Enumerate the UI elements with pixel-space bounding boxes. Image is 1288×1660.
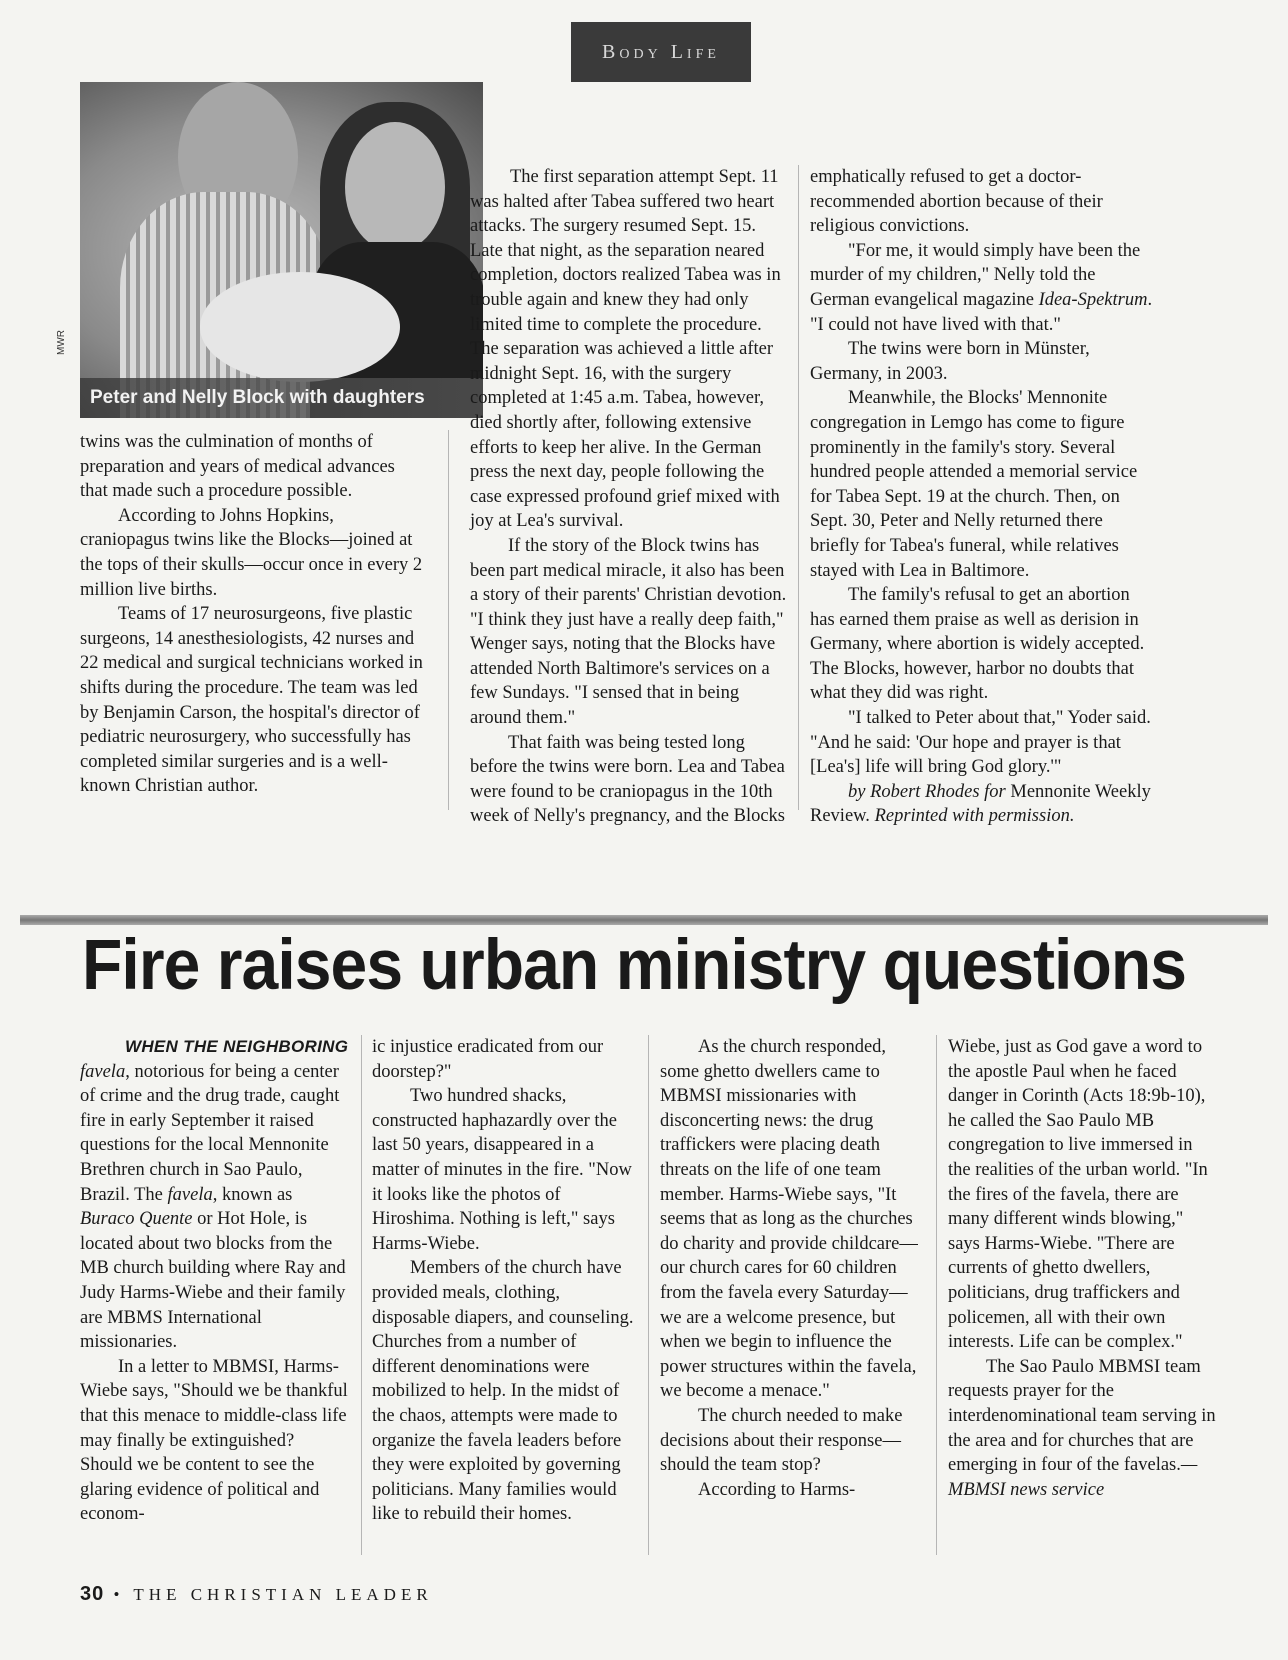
bottom-article-column-1 bbox=[80, 1035, 350, 1527]
magazine-name: Idea-Spektrum bbox=[1038, 289, 1148, 310]
photo-twins bbox=[200, 272, 400, 382]
page-number: 30 bbox=[80, 1583, 105, 1605]
column-rule bbox=[361, 1035, 362, 1555]
photo-credit: MWR bbox=[56, 330, 67, 355]
paragraph: ic injustice eradicated from our doorstep?" bbox=[372, 1037, 604, 1082]
paragraph: In a letter to MBMSI, Harms-Wiebe says, "Should we be thankful that this menace to middle-class life may finally be extinguished? Should we be content to see the glaring evidence of political and econom- bbox=[80, 1356, 348, 1525]
paragraph: According to Johns Hopkins, craniopagus twins like the Blocks—joined at the tops of their skulls—occur once in every 2 million live births. bbox=[80, 505, 423, 600]
paragraph: If the story of the Block twins has been part medical miracle, it also has been a story of their parents' Christian devotion. "I think they just have a really deep faith," Wenger says, noting that the Blocks have attended North Baltimore's services on a few Sundays. "I sensed that in being around them." bbox=[470, 535, 787, 729]
paragraph: According to Harms- bbox=[698, 1479, 856, 1500]
kicker: WHEN THE NEIGHBORING bbox=[125, 1037, 349, 1056]
paragraph: "I talked to Peter about that," Yoder said. "And he said: 'Our hope and prayer is that [Lea's] life will bring God glory.'" bbox=[810, 708, 1151, 778]
paragraph: Two hundred shacks, constructed haphazardly over the last 50 years, disappeared in a matter of minutes in the fire. "Now it looks like the photos of Hiroshima. Nothing is left," says Harms-Wiebe. bbox=[372, 1086, 632, 1254]
bullet-separator: • bbox=[113, 1585, 125, 1604]
bottom-article-column-3 bbox=[660, 1035, 922, 1502]
section-tab: Body Life bbox=[571, 22, 751, 82]
family-photo bbox=[80, 82, 483, 418]
paragraph: The first separation attempt Sept. 11 was halted after Tabea suffered two heart attacks. The surgery resumed Sept. 15. Late that night, as the separation neared completion, doctors realized Tabea was in trouble again and knew they had only limited time to complete the procedure. The separation was achieved a little after midnight Sept. 16, with the surgery completed at 1:45 a.m. Tabea, however, died shortly after, following extensive efforts to keep her alive. In the German press the next day, people following the case expressed profound grief mixed with joy at Lea's survival. bbox=[470, 167, 781, 532]
paragraph: Meanwhile, the Blocks' Mennonite congregation in Lemgo has come to figure prominently in the family's story. Several hundred people attended a memorial service for Tabea Sept. 19 at the church. Then, on Sept. 30, Peter and Nelly returned there briefly for Tabea's funeral, while relatives stayed with Lea in Baltimore. bbox=[810, 388, 1138, 581]
paragraph: Teams of 17 neurosurgeons, five plastic surgeons, 14 anesthesiologists, 42 nurses and 22 medical and surgical technicians worked in shifts during the procedure. The team was led by Benjamin Carson, the hospital's director of pediatric neurosurgery, who successfully has completed similar surgeries and is a well-known Christian author. bbox=[80, 604, 423, 797]
byline: by Robert Rhodes for Mennonite Weekly Review. Reprinted with permission. bbox=[810, 781, 1151, 827]
headline: Fire raises urban ministry questions bbox=[82, 926, 1187, 1005]
paragraph: favela, notorious for being a center of crime and the drug trade, caught fire in early September it raised questions for the local Mennonite Brethren church in Sao Paulo, Brazil. The favela, known as Buraco Quente or Hot Hole, is located about two blocks from the MB church building where Ray and Judy Harms-Wiebe and their family are MBMS International missionaries. bbox=[80, 1061, 346, 1353]
top-article-column-2 bbox=[470, 165, 788, 829]
paragraph: emphatically refused to get a doctor-recommended abortion because of their religious convictions. bbox=[810, 167, 1103, 237]
paragraph: That faith was being tested long before the twins were born. Lea and Tabea were found to be craniopagus in the 10th week of Nelly's pregnancy, and the Blocks bbox=[470, 732, 785, 827]
section-divider bbox=[20, 915, 1268, 925]
paragraph: Members of the church have provided meals, clothing, disposable diapers, and counseling. Churches from a number of different denominations were mobilized to help. In the midst of the chaos, attempts were made to organize the favela leaders before they were exploited by governing politicians. Many families would like to rebuild their homes. bbox=[372, 1258, 634, 1525]
paragraph: As the church responded, some ghetto dwellers came to MBMSI missionaries with disconcerting news: the drug traffickers were placing death threats on the life of one team member. Harms-Wiebe says, "It seems that as long as the churches do charity and provide childcare—our church cares for 60 children from the favela every Saturday—we are a welcome presence, but when we begin to influence the power structures within the favela, we become a menace." bbox=[660, 1037, 918, 1402]
column-rule bbox=[448, 430, 449, 810]
bottom-article-column-2 bbox=[372, 1035, 634, 1527]
paragraph: The family's refusal to get an abortion has earned them praise as well as derision in Germany, where abortion is widely accepted. The Blocks, however, harbor no doubts that what they did was right. bbox=[810, 585, 1145, 704]
column-rule bbox=[936, 1035, 937, 1555]
column-rule bbox=[648, 1035, 649, 1555]
top-article-column-1 bbox=[80, 430, 425, 799]
photo-woman bbox=[345, 122, 445, 252]
page-footer bbox=[80, 1583, 433, 1606]
news-credit: —MBMSI news service bbox=[948, 1455, 1198, 1500]
paragraph: twins was the culmination of months of preparation and years of medical advances that made such a procedure possible. bbox=[80, 432, 395, 502]
top-article-column-3 bbox=[810, 165, 1155, 829]
magazine-title: THE CHRISTIAN LEADER bbox=[133, 1585, 433, 1604]
bottom-article-column-4 bbox=[948, 1035, 1218, 1502]
column-rule bbox=[798, 165, 799, 810]
paragraph: Wiebe, just as God gave a word to the apostle Paul when he faced danger in Corinth (Acts 18:9b-10), he called the Sao Paulo MB congregation to live immersed in the realities of the urban world. "In the fires of the favela, there are many different winds blowing," says Harms-Wiebe. "There are currents of ghetto dwellers, politicians, drug traffickers and policemen, all with their own interests. Life can be complex." bbox=[948, 1037, 1208, 1353]
paragraph: The twins were born in Münster, Germany, in 2003. bbox=[810, 339, 1090, 384]
paragraph: "For me, it would simply have been the murder of my children," Nelly told the German evangelical magazine Idea-Spektrum. "I could not have lived with that." bbox=[810, 240, 1153, 335]
paragraph: The Sao Paulo MBMSI team requests prayer for the interdenominational team serving in the area and for churches that are emerging in four of the favelas.—MBMSI news service bbox=[948, 1356, 1216, 1500]
paragraph: The church needed to make decisions about their response—should the team stop? bbox=[660, 1405, 903, 1476]
photo-caption: Peter and Nelly Block with daughters bbox=[80, 378, 483, 418]
